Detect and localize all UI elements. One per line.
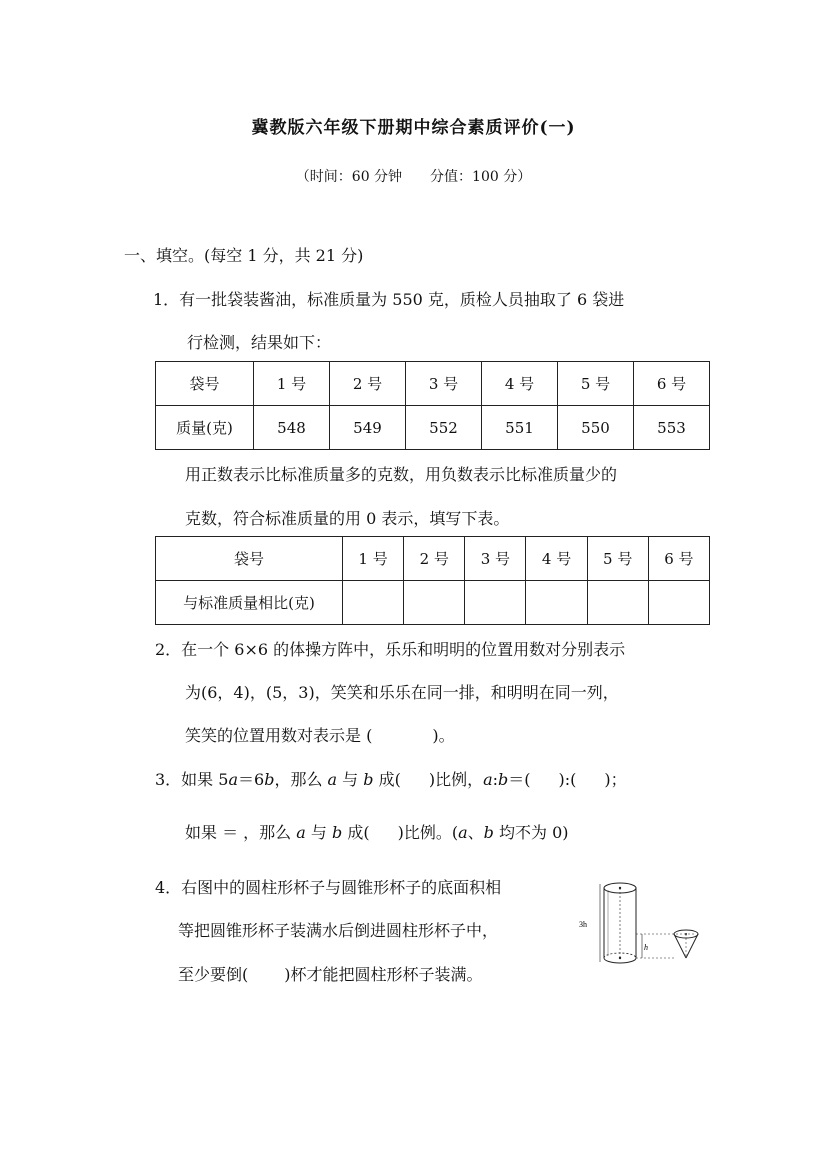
q1-line3: 用正数表示比标准质量多的克数，用负数表示比标准质量少的 — [185, 465, 618, 484]
q1-table-weights — [155, 361, 710, 450]
table-cell: 2 号 — [404, 537, 465, 581]
var-a: a — [458, 823, 468, 842]
table-header-row — [156, 537, 710, 581]
var-a: a — [483, 770, 493, 789]
table-row — [156, 406, 710, 450]
answer-cell[interactable] — [343, 581, 404, 625]
table-cell: 5 号 — [587, 537, 648, 581]
table-cell: 1 号 — [343, 537, 404, 581]
table-cell: 6 号 — [648, 537, 709, 581]
q3-text: 成( — [373, 770, 401, 789]
answer-cell[interactable] — [465, 581, 526, 625]
q3-text: 与 — [305, 823, 332, 842]
answer-cell[interactable] — [648, 581, 709, 625]
q2-line2: 为(6，4)，(5，3)，笑笑和乐乐在同一排，和明明在同一列， — [185, 683, 619, 702]
page-subtitle: （时间：60 分钟 分值：100 分） — [295, 169, 532, 185]
table-row — [156, 581, 710, 625]
table-cell: 2 号 — [330, 362, 406, 406]
q3-text: )比例， — [428, 770, 484, 789]
answer-cell[interactable] — [404, 581, 465, 625]
q2-line3 — [185, 723, 455, 746]
q3-text: ＝( — [508, 770, 531, 789]
table-cell: 548 — [254, 406, 330, 450]
q3-text: 、 — [467, 823, 484, 842]
cylinder-cone-figure — [578, 880, 703, 970]
var-a: a — [327, 770, 338, 789]
q3-line1 — [155, 767, 627, 790]
table-cell: 6 号 — [634, 362, 710, 406]
table-cell: 551 — [482, 406, 558, 450]
table-header-row — [156, 362, 710, 406]
table-cell: 4 号 — [482, 362, 558, 406]
q3-text: ):( — [558, 770, 577, 789]
q1-table-compare — [155, 536, 710, 625]
q4-text: )杯才能把圆柱形杯子装满。 — [284, 965, 483, 984]
table-cell: 4 号 — [526, 537, 587, 581]
q4-line1: 4．右图中的圆柱形杯子与圆锥形杯子的底面积相 — [155, 878, 502, 897]
table-cell: 与标准质量相比(克) — [156, 581, 343, 625]
label-3h: 3h — [579, 920, 587, 929]
table-cell: 质量(克) — [156, 406, 254, 450]
q3-text: ＝6 — [238, 770, 265, 789]
q3-text: 如果 ＝ ，那么 — [185, 823, 297, 842]
q4-line2: 等把圆锥形杯子装满水后倒进圆柱形杯子中， — [178, 921, 499, 940]
q3-line2 — [185, 820, 569, 843]
var-b: b — [332, 823, 343, 842]
var-b: b — [483, 823, 494, 842]
var-b: b — [498, 770, 509, 789]
q3-text: 成( — [342, 823, 370, 842]
q3-text: )比例。( — [397, 823, 459, 842]
q3-text: : — [492, 770, 499, 789]
section-heading: 一、填空。(每空 1 分，共 21 分) — [124, 246, 364, 265]
answer-cell[interactable] — [526, 581, 587, 625]
table-cell: 袋号 — [156, 362, 254, 406]
table-cell: 1 号 — [254, 362, 330, 406]
table-cell: 5 号 — [558, 362, 634, 406]
table-cell: 549 — [330, 406, 406, 450]
table-cell: 550 — [558, 406, 634, 450]
answer-cell[interactable] — [587, 581, 648, 625]
label-h: h — [644, 943, 648, 952]
q1-line1: 1．有一批袋装酱油，标准质量为 550 克，质检人员抽取了 6 袋进 — [153, 290, 625, 309]
table-cell: 3 号 — [465, 537, 526, 581]
q3-text: 3．如果 5 — [155, 770, 229, 789]
q4-text: 至少要倒( — [178, 965, 249, 984]
q1-line4: 克数，符合标准质量的用 0 表示，填写下表。 — [185, 509, 510, 528]
q1-line2: 行检测，结果如下： — [187, 333, 332, 352]
var-a: a — [296, 823, 306, 842]
page-title: 冀教版六年级下册期中综合素质评价(一) — [251, 118, 576, 138]
q3-text: 均不为 0) — [493, 823, 569, 842]
var-b: b — [264, 770, 275, 789]
q2-text: 笑笑的位置用数对表示是 ( — [185, 726, 373, 745]
q3-text: ，那么 — [274, 770, 328, 789]
table-cell: 3 号 — [406, 362, 482, 406]
q2-text: )。 — [432, 726, 455, 745]
q2-line1: 2．在一个 6×6 的体操方阵中，乐乐和明明的位置用数对分别表示 — [155, 640, 626, 659]
table-cell: 袋号 — [156, 537, 343, 581]
q3-text: 与 — [337, 770, 364, 789]
table-cell: 552 — [406, 406, 482, 450]
var-b: b — [363, 770, 374, 789]
q3-text: )； — [604, 770, 627, 789]
table-cell: 553 — [634, 406, 710, 450]
q4-line3 — [178, 962, 483, 985]
var-a: a — [228, 770, 238, 789]
